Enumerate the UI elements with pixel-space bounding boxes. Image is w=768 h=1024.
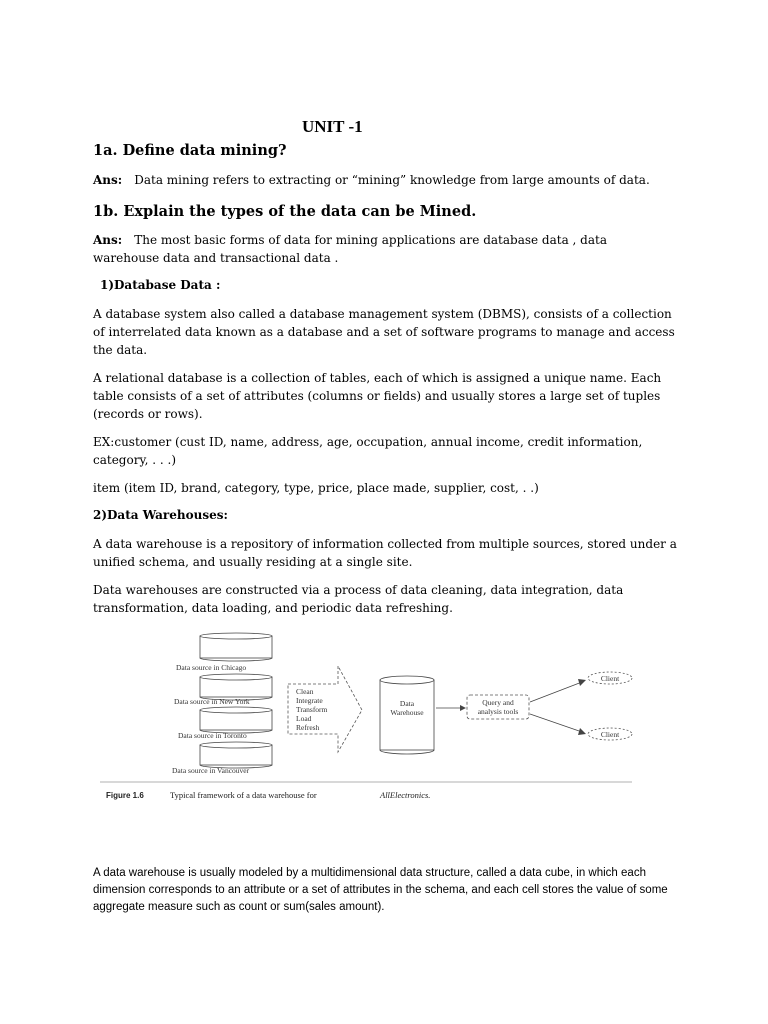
source-label-vancouver: Data source in Vancouver <box>172 766 250 775</box>
arrow-to-client-top <box>530 682 582 702</box>
database-para-2: A relational database is a collection of tables, each of which is assigned a unique name. Each table consists of a set of attributes (columns or fields) and usually stores a large set of tuples (records or rows). <box>93 371 662 421</box>
tools-label-line-2: analysis tools <box>477 707 519 716</box>
data-warehouses-heading: 2)Data Warehouses: <box>93 508 228 522</box>
question-1b: 1b. Explain the types of the data can be Mined. <box>93 203 477 220</box>
data-warehouse-diagram <box>100 632 640 807</box>
answer-1a-text: Data mining refers to extracting or “mining” knowledge from large amounts of data. <box>134 173 650 187</box>
data-warehouse-figure <box>100 632 640 807</box>
process-step-load: Load <box>296 714 312 723</box>
source-label-toronto: Data source in Toronto <box>178 731 247 740</box>
process-step-clean: Clean <box>296 687 314 696</box>
answer-1b-label: Ans: <box>93 233 123 247</box>
source-cylinder-chicago <box>200 633 272 661</box>
answer-1a <box>93 171 693 189</box>
figure-caption-text: Typical framework of a data warehouse for <box>170 790 317 800</box>
warehouse-label-line-2: Warehouse <box>390 708 424 717</box>
database-example-2: item (item ID, brand, category, type, price, place made, supplier, cost, . .) <box>93 481 539 495</box>
source-cylinder-vancouver <box>200 742 272 768</box>
process-step-refresh: Refresh <box>296 723 320 732</box>
arrow-head-client-bottom <box>578 728 586 735</box>
warehouse-para-2: Data warehouses are constructed via a process of data cleaning, data integration, data transformation, data loading, and periodic data refreshing. <box>93 583 624 615</box>
arrow-head-tools <box>460 705 466 711</box>
warehouse-para-1: A data warehouse is a repository of information collected from multiple sources, stored under a unified schema, and usually residing at a single site. <box>93 537 677 569</box>
figure-caption-italic: AllElectronics. <box>380 790 431 800</box>
process-step-integrate: Integrate <box>296 696 323 705</box>
figure-caption-label: Figure 1.6 <box>106 791 144 800</box>
answer-1b-text: The most basic forms of data for mining applications are database data , data warehouse data and transactional data . <box>93 233 607 265</box>
warehouse-label-line-1: Data <box>399 699 415 708</box>
client-top-label: Client <box>600 674 620 683</box>
tools-label-line-1: Query and <box>482 698 514 707</box>
arrow-to-client-bottom <box>530 714 582 732</box>
answer-1a-label: Ans: <box>93 173 123 187</box>
arrow-head-client-top <box>578 679 586 686</box>
client-bottom-label: Client <box>600 730 620 739</box>
source-label-chicago: Data source in Chicago <box>176 663 247 672</box>
answer-1b <box>93 231 653 267</box>
database-para-1: A database system also called a database management system (DBMS), consists of a collection of interrelated data known as a database and a set of software programs to manage and access the data. <box>93 307 675 357</box>
process-step-transform: Transform <box>296 705 328 714</box>
source-label-new-york: Data source in New York <box>174 697 250 706</box>
unit-title: UNIT -1 <box>302 117 363 136</box>
database-example-1: EX:customer (cust ID, name, address, age, occupation, annual income, credit information, category, . . .) <box>93 435 643 467</box>
warehouse-para-3: A data warehouse is usually modeled by a multidimensional data structure, called a data cube, in which each dimension corresponds to an attribute or a set of attributes in the schema, and each cell stores the value of some aggregate measure such as count or sum(sales amount). <box>93 867 668 913</box>
source-cylinder-toronto <box>200 707 272 733</box>
question-1a: 1a. Define data mining? <box>93 142 287 159</box>
database-data-heading: 1)Database Data : <box>100 278 221 292</box>
